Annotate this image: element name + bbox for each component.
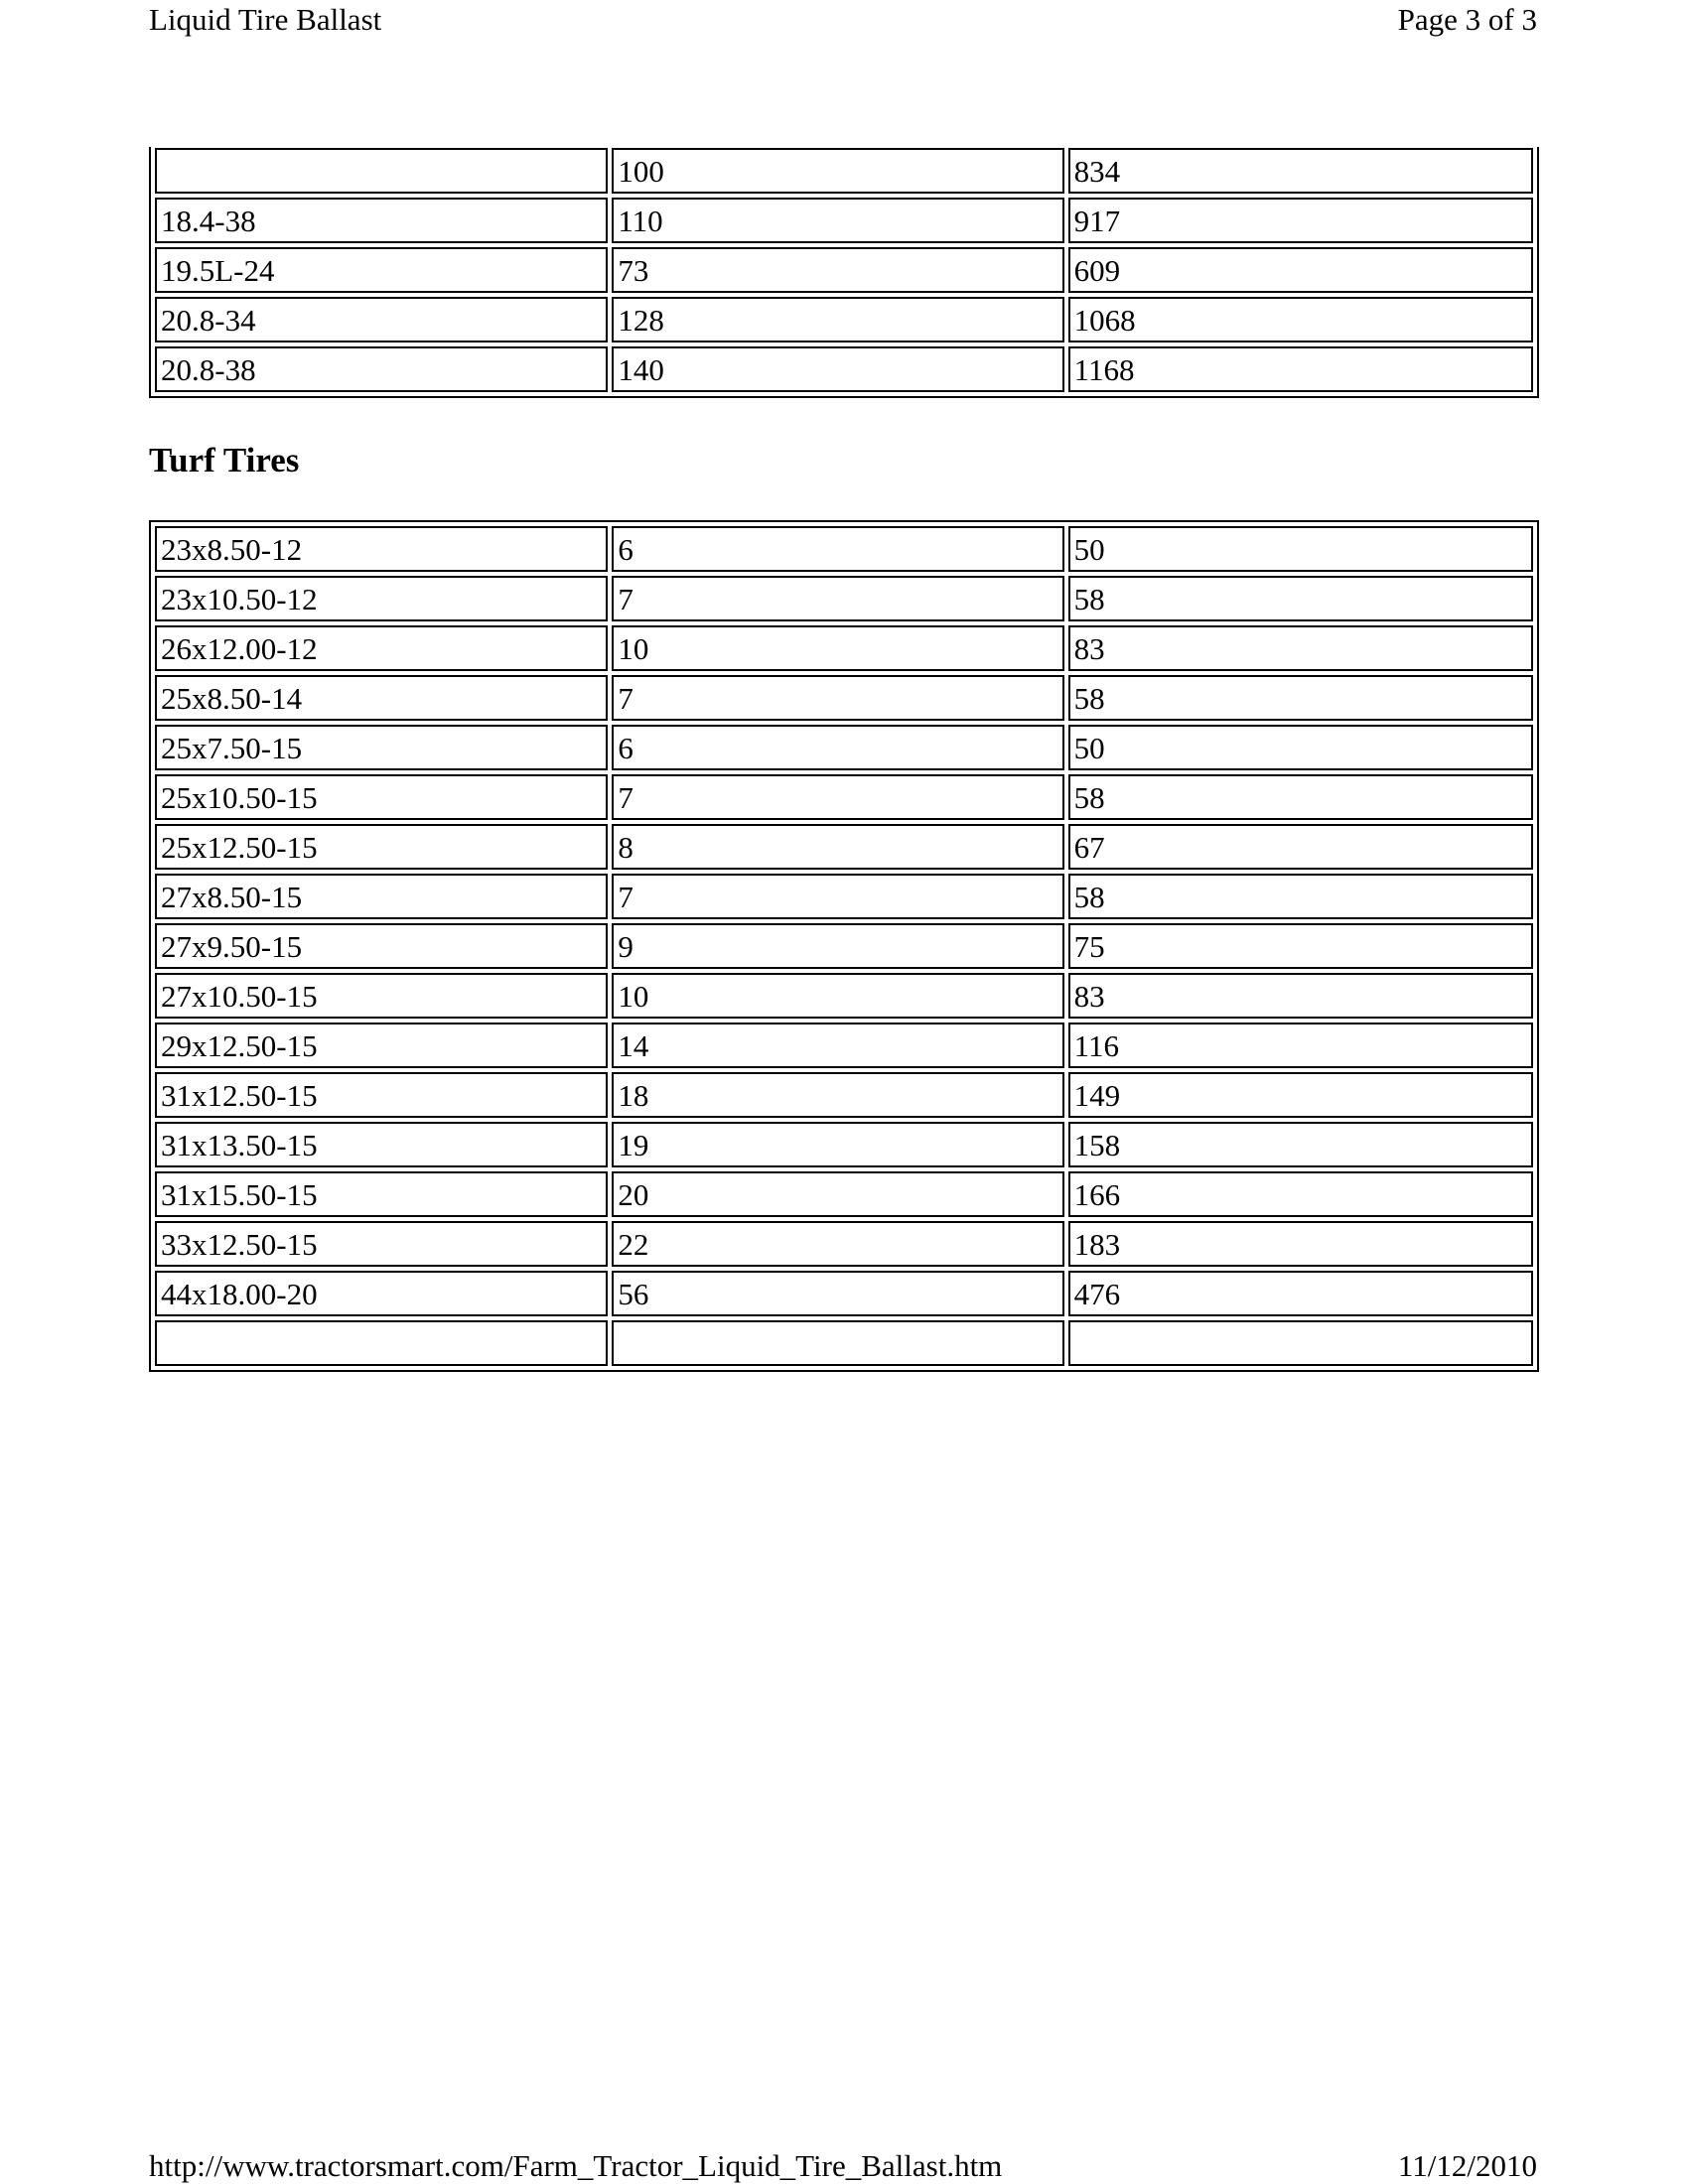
gallons-cell: 14 xyxy=(612,1023,1063,1068)
gallons-cell xyxy=(612,1320,1063,1366)
gallons-cell: 10 xyxy=(612,973,1063,1019)
table-row xyxy=(155,774,1533,820)
table-row xyxy=(155,1023,1533,1068)
pounds-cell xyxy=(1068,1320,1533,1366)
pounds-cell: 1168 xyxy=(1068,346,1533,392)
gallons-cell: 20 xyxy=(612,1171,1063,1217)
tire-size-cell: 25x12.50-15 xyxy=(155,824,608,870)
pounds-cell: 58 xyxy=(1068,675,1533,721)
gallons-cell: 10 xyxy=(612,625,1063,671)
pounds-cell: 83 xyxy=(1068,625,1533,671)
table-row xyxy=(155,346,1533,392)
gallons-cell: 6 xyxy=(612,725,1063,770)
tire-size-cell: 25x10.50-15 xyxy=(155,774,608,820)
gallons-cell: 56 xyxy=(612,1271,1063,1316)
pounds-cell: 58 xyxy=(1068,576,1533,621)
tire-size-cell: 25x7.50-15 xyxy=(155,725,608,770)
pounds-cell: 58 xyxy=(1068,874,1533,919)
page-number: Page 3 of 3 xyxy=(1397,2,1537,37)
tire-size-cell: 44x18.00-20 xyxy=(155,1271,608,1316)
table-row xyxy=(155,923,1533,969)
tire-size-cell: 23x10.50-12 xyxy=(155,576,608,621)
table-row xyxy=(155,247,1533,293)
tire-size-cell: 26x12.00-12 xyxy=(155,625,608,671)
pounds-cell: 116 xyxy=(1068,1023,1533,1068)
pounds-cell: 1068 xyxy=(1068,297,1533,342)
tire-size-cell: 27x8.50-15 xyxy=(155,874,608,919)
tire-size-cell: 29x12.50-15 xyxy=(155,1023,608,1068)
tire-size-cell: 20.8-34 xyxy=(155,297,608,342)
gallons-cell: 8 xyxy=(612,824,1063,870)
gallons-cell: 19 xyxy=(612,1122,1063,1167)
footer-date: 11/12/2010 xyxy=(1397,2148,1537,2183)
gallons-cell: 7 xyxy=(612,675,1063,721)
tire-size-cell: 31x12.50-15 xyxy=(155,1072,608,1118)
gallons-cell: 18 xyxy=(612,1072,1063,1118)
pounds-cell: 50 xyxy=(1068,725,1533,770)
tire-size-cell: 33x12.50-15 xyxy=(155,1221,608,1267)
section-heading-turf-tires: Turf Tires xyxy=(149,441,300,479)
turf-tires-table-wrapper xyxy=(149,520,1539,1372)
gallons-cell: 7 xyxy=(612,774,1063,820)
pounds-cell: 609 xyxy=(1068,247,1533,293)
pounds-cell: 166 xyxy=(1068,1171,1533,1217)
pounds-cell: 75 xyxy=(1068,923,1533,969)
tire-ballast-table-continued xyxy=(149,147,1539,402)
tire-size-cell: 31x13.50-15 xyxy=(155,1122,608,1167)
gallons-cell: 6 xyxy=(612,526,1063,572)
pounds-cell: 183 xyxy=(1068,1221,1533,1267)
gallons-cell: 100 xyxy=(612,148,1063,194)
pounds-cell: 67 xyxy=(1068,824,1533,870)
gallons-cell: 128 xyxy=(612,297,1063,342)
tire-size-cell: 27x10.50-15 xyxy=(155,973,608,1019)
gallons-cell: 140 xyxy=(612,346,1063,392)
table-row xyxy=(155,297,1533,342)
table-row xyxy=(155,1171,1533,1217)
table-row xyxy=(155,198,1533,243)
table-row xyxy=(155,576,1533,621)
gallons-cell: 9 xyxy=(612,923,1063,969)
pounds-cell: 917 xyxy=(1068,198,1533,243)
table-row xyxy=(155,625,1533,671)
pounds-cell: 834 xyxy=(1068,148,1533,194)
page-header-title: Liquid Tire Ballast xyxy=(149,2,382,37)
gallons-cell: 110 xyxy=(612,198,1063,243)
table-row xyxy=(155,1320,1533,1366)
pounds-cell: 149 xyxy=(1068,1072,1533,1118)
pounds-cell: 83 xyxy=(1068,973,1533,1019)
table-row xyxy=(155,874,1533,919)
table-row xyxy=(155,1271,1533,1316)
table-row xyxy=(155,824,1533,870)
tire-size-cell: 25x8.50-14 xyxy=(155,675,608,721)
tire-size-cell xyxy=(155,148,608,194)
table-row xyxy=(155,148,1533,194)
gallons-cell: 22 xyxy=(612,1221,1063,1267)
tire-size-cell: 20.8-38 xyxy=(155,346,608,392)
table-row xyxy=(155,725,1533,770)
pounds-cell: 50 xyxy=(1068,526,1533,572)
table-row xyxy=(155,973,1533,1019)
tire-size-cell: 27x9.50-15 xyxy=(155,923,608,969)
tire-size-cell xyxy=(155,1320,608,1366)
gallons-cell: 73 xyxy=(612,247,1063,293)
gallons-cell: 7 xyxy=(612,576,1063,621)
pounds-cell: 158 xyxy=(1068,1122,1533,1167)
table-row xyxy=(155,1221,1533,1267)
gallons-cell: 7 xyxy=(612,874,1063,919)
table-row xyxy=(155,675,1533,721)
tire-size-cell: 31x15.50-15 xyxy=(155,1171,608,1217)
tire-size-cell: 18.4-38 xyxy=(155,198,608,243)
tire-size-cell: 23x8.50-12 xyxy=(155,526,608,572)
tire-size-cell: 19.5L-24 xyxy=(155,247,608,293)
table-row xyxy=(155,1122,1533,1167)
tire-table xyxy=(149,147,1539,398)
table-row xyxy=(155,1072,1533,1118)
turf-tires-table xyxy=(149,520,1539,1372)
pounds-cell: 58 xyxy=(1068,774,1533,820)
pounds-cell: 476 xyxy=(1068,1271,1533,1316)
footer-url-link[interactable]: http://www.tractorsmart.com/Farm_Tractor_Liquid_Tire_Ballast.htm xyxy=(149,2148,1003,2183)
table-row xyxy=(155,526,1533,572)
